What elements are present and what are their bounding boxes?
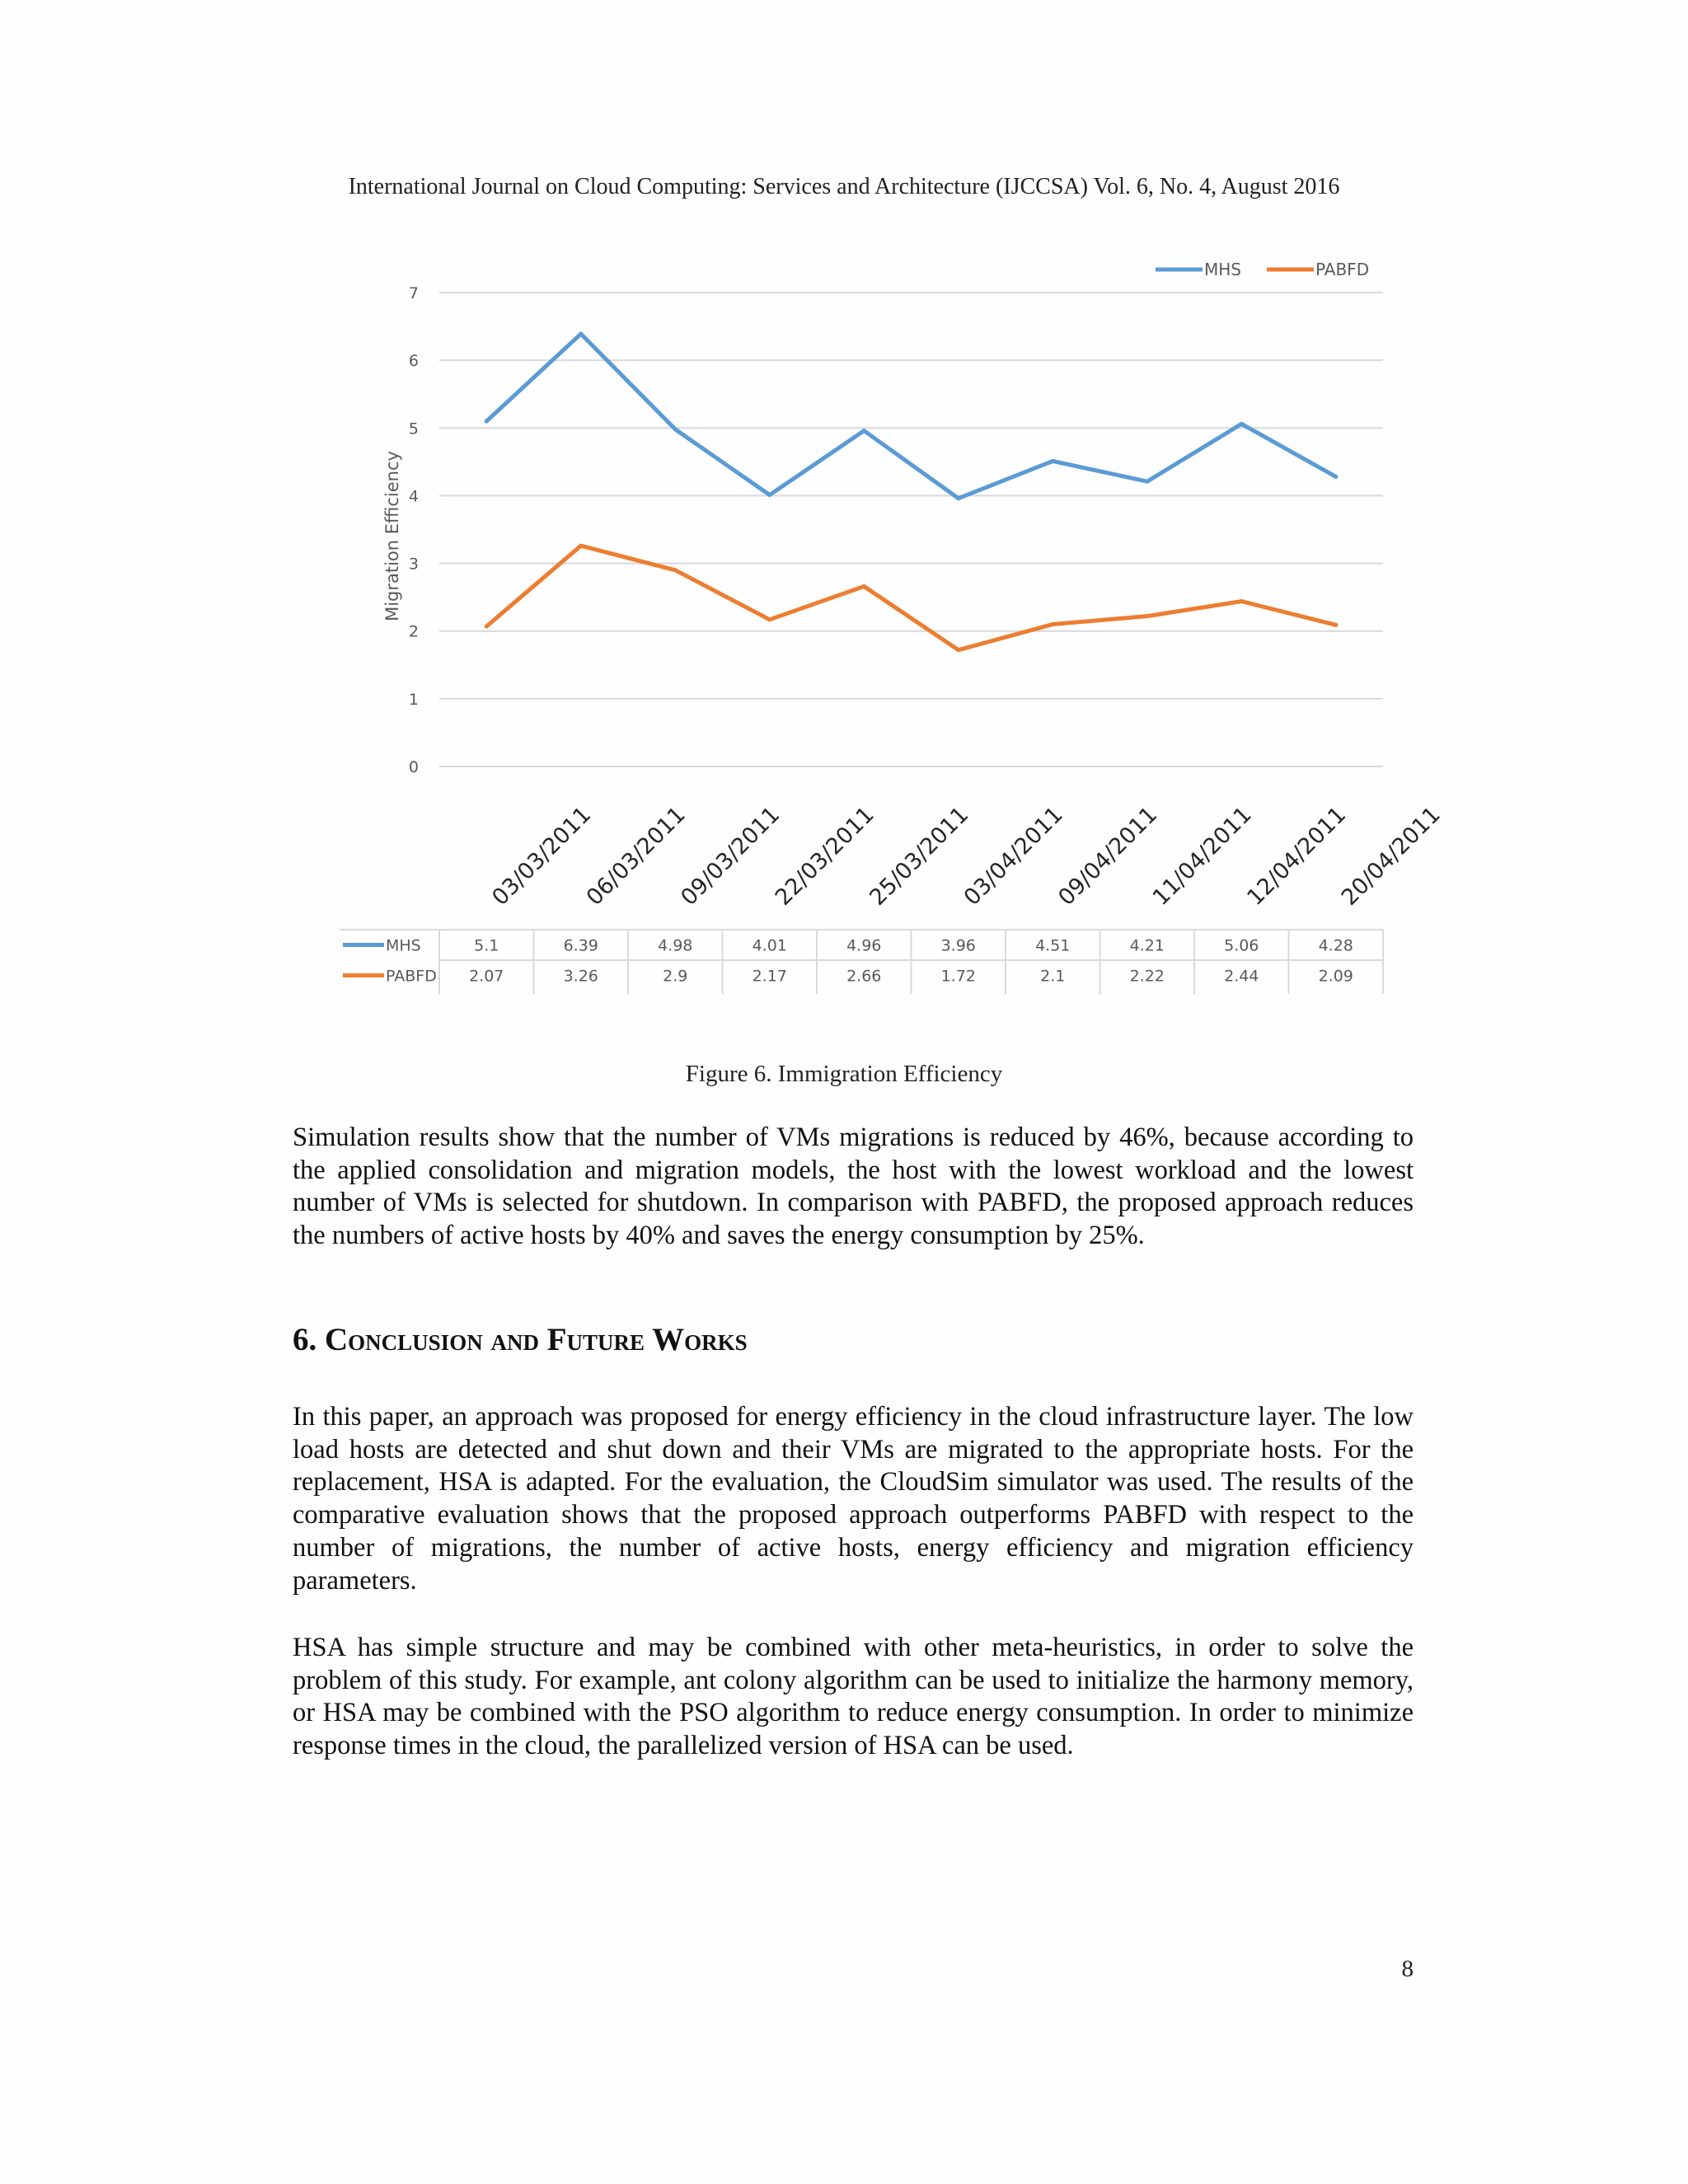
- table-cell: 2.07: [469, 967, 504, 986]
- data-point-pabfd: [1051, 622, 1055, 626]
- x-tick-label: 20/04/2011: [1336, 801, 1446, 911]
- table-cell: 4.98: [658, 936, 693, 955]
- data-point-mhs: [485, 419, 489, 424]
- data-point-mhs: [1334, 475, 1338, 479]
- table-cell: 2.9: [663, 967, 688, 986]
- data-point-pabfd: [1240, 599, 1244, 603]
- series-line-mhs: [486, 334, 1336, 499]
- table-cell: 1.72: [940, 967, 976, 986]
- table-cell: 4.28: [1318, 936, 1353, 955]
- data-point-pabfd: [767, 617, 771, 621]
- table-cell: 4.96: [846, 936, 882, 955]
- table-cell: 2.17: [752, 967, 787, 986]
- data-point-pabfd: [862, 584, 866, 588]
- table-cell: 4.51: [1035, 936, 1071, 955]
- legend-label-mhs: MHS: [1204, 260, 1241, 279]
- x-tick-label: 25/03/2011: [865, 801, 974, 911]
- table-cell: 6.39: [563, 936, 598, 955]
- data-point-mhs: [579, 332, 583, 336]
- y-tick-label: 5: [408, 419, 419, 438]
- future-work-paragraph: HSA has simple structure and may be combined with other meta-heuristics, in order to solve the problem of this study. For example, ant colony algorithm can be used to initialize the harmony memory, or HSA may be combined with the PSO algorithm to reduce energy consumption. In order to minimize response times in the cloud, the parallelized version of HSA can be used.: [293, 1633, 1414, 1761]
- data-point-pabfd: [485, 624, 489, 628]
- y-tick-label: 0: [408, 758, 419, 776]
- table-cell: 5.06: [1224, 936, 1259, 955]
- x-tick-label: 22/03/2011: [770, 801, 879, 911]
- table-cell: 3.26: [563, 967, 598, 986]
- conclusion-paragraph: In this paper, an approach was proposed for energy efficiency in the cloud infrastructure layer. The low load hosts are detected and shut down and their VMs are migrated to the appropriate hosts. For the replacement, HSA is adapted. For the evaluation, the CloudSim simulator was used. The results of the comparative evaluation shows that the proposed approach outperforms PABFD with respect to the number of migrations, the number of active hosts, energy efficiency and migration efficiency parameters.: [293, 1402, 1414, 1596]
- data-point-pabfd: [956, 648, 960, 652]
- table-cell: 3.96: [940, 936, 976, 955]
- data-point-pabfd: [673, 568, 678, 572]
- y-tick-label: 7: [408, 284, 419, 302]
- y-axis-label: Migration Efficiency: [382, 451, 402, 621]
- journal-header: International Journal on Cloud Computing: Services and Architecture (IJCCSA) Vol. 6, No. 4, August 2016: [348, 174, 1340, 199]
- data-point-pabfd: [1145, 614, 1149, 618]
- y-tick-label: 3: [408, 555, 419, 574]
- figure-caption: Figure 6. Immigration Efficiency: [685, 1061, 1003, 1087]
- series-line-pabfd: [486, 546, 1336, 650]
- data-point-mhs: [673, 427, 678, 431]
- legend-label-pabfd: PABFD: [1315, 260, 1370, 279]
- y-tick-label: 2: [408, 622, 419, 641]
- x-tick-label: 09/03/2011: [676, 801, 785, 911]
- data-point-mhs: [1240, 422, 1244, 426]
- table-cell: 2.66: [846, 967, 882, 986]
- data-point-mhs: [862, 429, 866, 433]
- table-cell: 2.22: [1129, 967, 1165, 986]
- x-tick-label: 09/04/2011: [1053, 801, 1163, 911]
- data-point-pabfd: [579, 544, 583, 548]
- table-series-name: PABFD: [386, 967, 437, 986]
- results-paragraph: Simulation results show that the number of VMs migrations is reduced by 46%, because according to the applied consolidation and migration models, the host with the lowest workload and the lowest number of VMs is selected for shutdown. In comparison with PABFD, the proposed approach reduces the numbers of active hosts by 40% and saves the energy consumption by 25%.: [293, 1122, 1414, 1251]
- data-point-mhs: [767, 493, 771, 497]
- table-cell: 4.01: [752, 936, 787, 955]
- x-tick-label: 06/03/2011: [581, 801, 691, 911]
- y-tick-label: 4: [408, 487, 419, 506]
- x-tick-label: 12/04/2011: [1242, 801, 1352, 911]
- x-tick-label: 03/04/2011: [959, 801, 1068, 911]
- section-heading: 6. Conclusion and Future Works: [293, 1322, 748, 1357]
- table-cell: 2.1: [1040, 967, 1066, 986]
- table-series-name: MHS: [386, 936, 421, 955]
- table-cell: 5.1: [474, 936, 499, 955]
- data-point-mhs: [1051, 459, 1055, 463]
- data-point-pabfd: [1334, 623, 1338, 627]
- y-tick-label: 6: [408, 352, 419, 371]
- migration-efficiency-chart: [330, 247, 1446, 1005]
- table-cell: 4.21: [1129, 936, 1165, 955]
- table-cell: 2.09: [1318, 967, 1353, 986]
- y-tick-label: 1: [408, 690, 419, 709]
- x-tick-label: 11/04/2011: [1147, 801, 1257, 911]
- page-number: 8: [1401, 1956, 1414, 1982]
- data-point-mhs: [956, 496, 960, 500]
- data-point-mhs: [1145, 480, 1149, 484]
- table-cell: 2.44: [1224, 967, 1259, 986]
- x-tick-label: 03/03/2011: [487, 801, 597, 911]
